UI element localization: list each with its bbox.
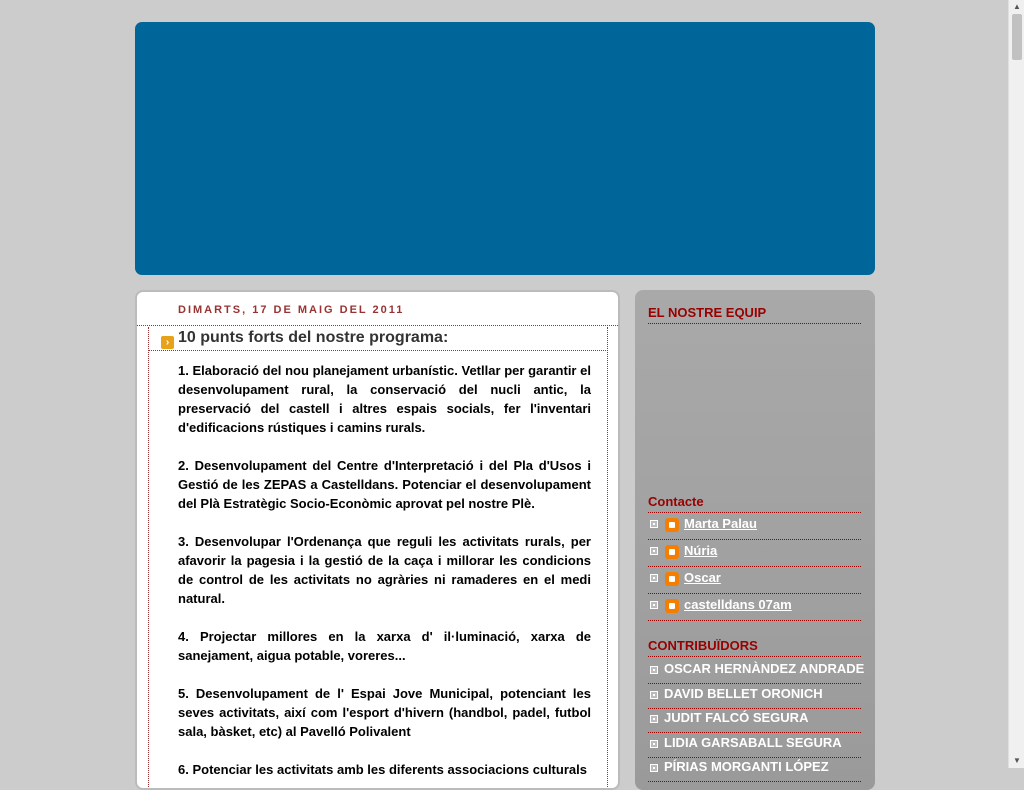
contributor-link[interactable]: LIDIA GARSABALL SEGURA	[664, 735, 842, 750]
post-paragraph: 2. Desenvolupament del Centre d'Interpretació i del Pla d'Usos i Gestió de les ZEPAS a Castelldans. Potenciar el desenvolupament del Plà Estratègic Socio-Econòmic aprovat pel nostre Plè.	[178, 458, 591, 511]
list-bullet-icon	[650, 740, 658, 748]
post-paragraph: 4. Projectar millores en la xarxa d' il·luminació, xarxa de sanejament, aigua potable, voreres...	[178, 629, 591, 663]
contact-link[interactable]: Marta Palau	[684, 516, 757, 531]
contributor-item	[648, 659, 865, 684]
contributor-item	[648, 733, 861, 758]
list-bullet-icon	[650, 715, 658, 723]
title-divider	[148, 350, 606, 351]
contributor-link[interactable]: DAVID BELLET ORONICH	[664, 686, 823, 701]
contributor-item	[648, 757, 861, 782]
list-bullet-icon	[650, 601, 658, 609]
post-date: DIMARTS, 17 DE MAIG DEL 2011	[178, 304, 405, 316]
contributors-heading: CONTRIBUÏDORS	[648, 638, 861, 657]
contact-item	[648, 567, 861, 594]
contact-link[interactable]: castelldans 07am	[684, 597, 792, 612]
contact-item	[648, 513, 861, 540]
contributor-link[interactable]: PÍRIAS MORGANTI LÓPEZ	[664, 759, 829, 774]
date-divider	[137, 325, 620, 326]
contact-item	[648, 540, 861, 567]
post-paragraph: 6. Potenciar les activitats amb les diferents associacions culturals	[178, 762, 587, 777]
post-paragraph: 5. Desenvolupament de l' Espai Jove Municipal, potenciant les seves activitats, així com l'esport d'hivern (handbol, padel, futbol sala, bàsket, etc) al Pavelló Polivalent	[178, 686, 591, 739]
list-bullet-icon	[650, 691, 658, 699]
post-paragraph: 1. Elaboració del nou planejament urbanístic. Vetllar per garantir el desenvolupament rural, la conservació del nucli antic, la preservació del castell i altres espais socials, fer l'inventari d'edificacions rústiques i camins rurals.	[178, 363, 591, 435]
contributor-link[interactable]: JUDIT FALCÓ SEGURA	[664, 710, 809, 725]
vertical-scrollbar[interactable]	[1008, 0, 1024, 768]
contact-item	[648, 594, 861, 621]
scroll-down-icon[interactable]: ▼	[1013, 756, 1021, 765]
contributor-link[interactable]: OSCAR HERNÀNDEZ ANDRADE	[664, 661, 865, 676]
contact-link[interactable]: Núria	[684, 543, 718, 558]
post-body	[178, 361, 591, 790]
main-content	[135, 290, 620, 790]
list-bullet-icon	[650, 574, 658, 582]
list-bullet-icon	[650, 764, 658, 772]
sidebar	[635, 290, 875, 790]
blogger-icon	[665, 599, 679, 613]
contributor-item	[648, 708, 861, 733]
blog-header-banner	[135, 22, 875, 275]
blogger-icon	[665, 518, 679, 532]
team-heading: EL NOSTRE EQUIP	[648, 305, 861, 324]
scroll-thumb[interactable]	[1012, 14, 1022, 60]
list-bullet-icon	[650, 547, 658, 555]
contributor-item	[648, 684, 861, 709]
contact-heading: Contacte	[648, 494, 861, 513]
post-title[interactable]: 10 punts forts del nostre programa:	[178, 329, 449, 346]
scroll-up-icon[interactable]: ▲	[1013, 2, 1021, 11]
contact-link[interactable]: Oscar	[684, 570, 721, 585]
list-bullet-icon	[650, 520, 658, 528]
list-bullet-icon	[650, 666, 658, 674]
arrow-right-icon: ›	[161, 336, 174, 349]
blogger-icon	[665, 545, 679, 559]
post-paragraph: 3. Desenvolupar l'Ordenança que reguli les activitats rurals, per afavorir la pagesia i la gestió de la caça i millorar les condicions de control de les activitats no agràries ni ramaderes en el medi natural.	[178, 534, 591, 606]
blogger-icon	[665, 572, 679, 586]
